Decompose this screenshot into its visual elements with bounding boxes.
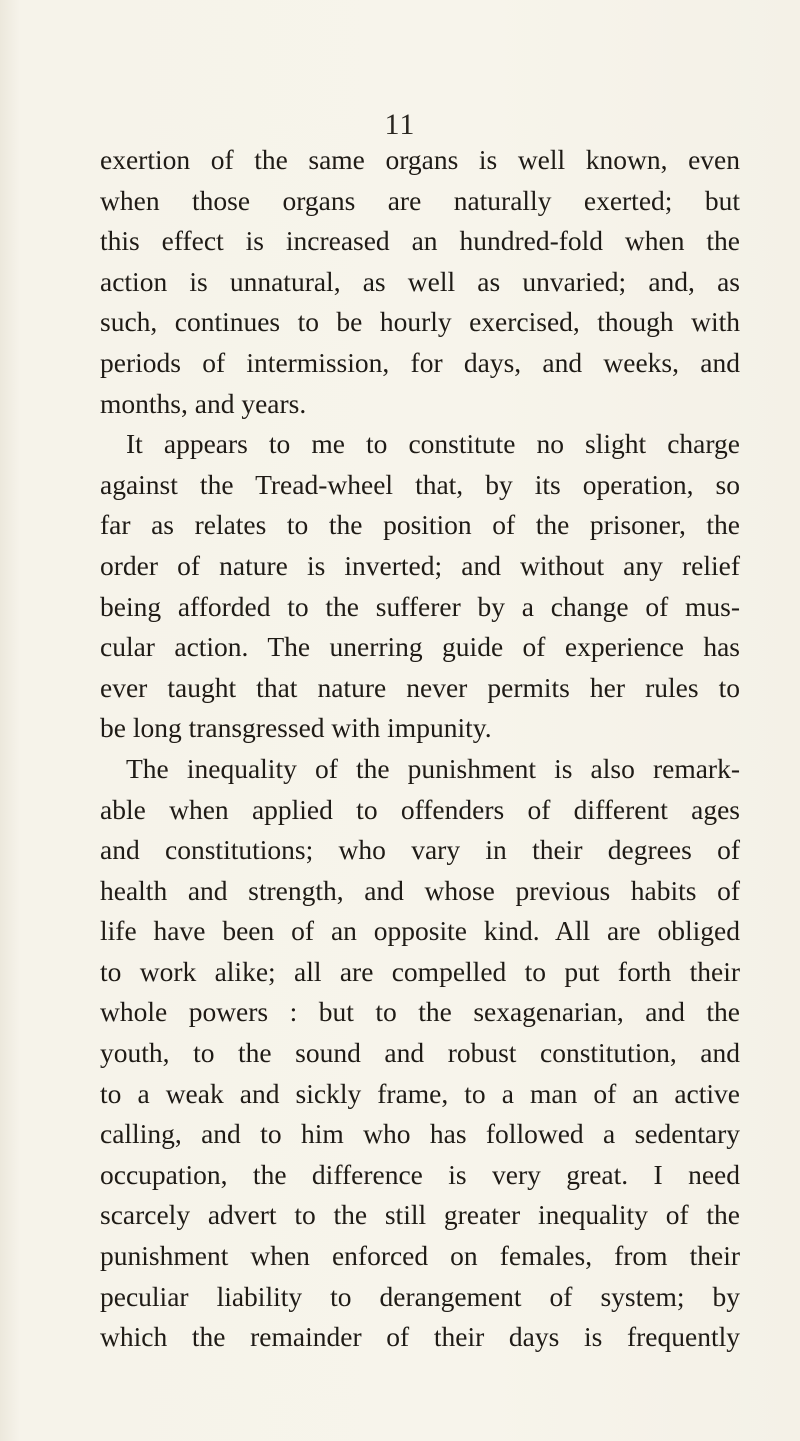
text-line: occupation, the difference is very great. I need bbox=[100, 1158, 740, 1190]
text-line: calling, and to him who has followed a sedentary bbox=[100, 1118, 740, 1150]
text-line: being afforded to the sufferer by a change of mus- bbox=[100, 590, 740, 622]
text-line: months, and years. bbox=[100, 387, 307, 419]
text-line: against the Tread-wheel that, by its operation, so bbox=[100, 468, 740, 500]
text-line: which the remainder of their days is frequently bbox=[100, 1321, 740, 1353]
text-line: be long transgressed with impunity. bbox=[100, 712, 492, 744]
text-line: to a weak and sickly frame, to a man of an active bbox=[100, 1077, 740, 1109]
text-line: It appears to me to constitute no slight charge bbox=[126, 428, 740, 460]
body-text bbox=[100, 140, 740, 1358]
text-line: periods of intermission, for days, and weeks, and bbox=[100, 346, 740, 378]
text-line: action is unnatural, as well as unvaried; and, as bbox=[100, 265, 740, 297]
text-line: cular action. The unerring guide of experience has bbox=[100, 631, 740, 663]
text-line: ever taught that nature never permits her rules to bbox=[100, 671, 740, 703]
text-line: able when applied to offenders of different ages bbox=[100, 793, 740, 825]
text-line: such, continues to be hourly exercised, though with bbox=[100, 306, 740, 338]
text-line: exertion of the same organs is well known, even bbox=[100, 144, 740, 175]
text-line: punishment when enforced on females, from their bbox=[100, 1240, 740, 1272]
text-line: to work alike; all are compelled to put forth their bbox=[100, 955, 740, 987]
text-line: and constitutions; who vary in their degrees of bbox=[100, 834, 740, 866]
text-line: scarcely advert to the still greater inequality of the bbox=[100, 1199, 740, 1231]
text-line: whole powers : but to the sexagenarian, and the bbox=[100, 996, 740, 1028]
text-line: The inequality of the punishment is also remark- bbox=[126, 752, 740, 784]
text-line: when those organs are naturally exerted; but bbox=[100, 184, 740, 216]
text-line: health and strength, and whose previous habits of bbox=[100, 874, 740, 906]
text-line: youth, to the sound and robust constitution, and bbox=[100, 1037, 740, 1069]
text-line: life have been of an opposite kind. All are obliged bbox=[100, 915, 740, 947]
page-number: 11 bbox=[384, 108, 416, 141]
text-line: this effect is increased an hundred-fold when the bbox=[100, 225, 740, 257]
text-line: peculiar liability to derangement of system; by bbox=[100, 1280, 740, 1312]
text-line: order of nature is inverted; and without any relief bbox=[100, 549, 740, 581]
text-line: far as relates to the position of the prisoner, the bbox=[100, 509, 740, 541]
